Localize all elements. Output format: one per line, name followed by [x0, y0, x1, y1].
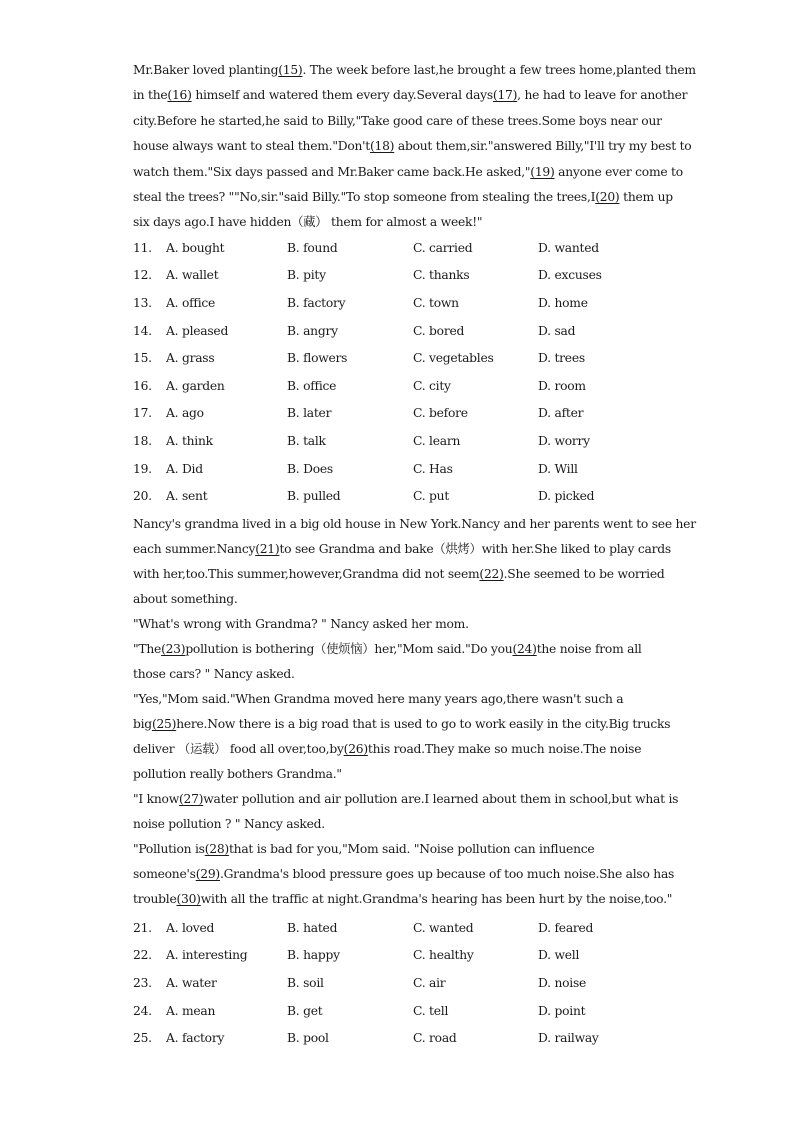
passage-text: big — [133, 716, 152, 731]
option-b: B. office — [287, 378, 337, 393]
blank-number: (18) — [369, 139, 395, 154]
option-b: B. found — [287, 240, 338, 255]
option-d: D. excuses — [538, 268, 602, 283]
question-number: 18. — [133, 434, 152, 448]
question-group-21-25 — [133, 916, 663, 1054]
option-a: A. wallet — [166, 268, 219, 283]
passage-text: about something. — [133, 591, 238, 606]
option-d: D. room — [538, 378, 586, 393]
blank-number: (22) — [479, 566, 504, 581]
passage-line — [133, 637, 663, 662]
passage-line — [133, 687, 663, 712]
option-b: B. pulled — [287, 489, 341, 504]
passage-text: this road.They make so much noise.The noise — [367, 741, 642, 756]
option-a: A. ago — [166, 406, 204, 421]
passage-line — [133, 762, 663, 787]
option-d: D. noise — [538, 975, 587, 990]
passage-text: each summer.Nancy — [133, 541, 256, 556]
passage-text: to see Grandma and bake（烘烤）with her.She liked to play cards — [279, 541, 671, 556]
blank-number: (28) — [204, 841, 229, 856]
blank-number: (16) — [167, 88, 192, 103]
passage-text: about them,sir."answered Billy,"I'll try my best to — [394, 139, 692, 154]
worksheet-page — [133, 58, 696, 1054]
option-a: A. loved — [166, 920, 215, 935]
passage-text: noise pollution ? " Nancy asked. — [133, 816, 325, 831]
question-number: 12. — [133, 268, 152, 283]
blank-number: (27) — [178, 791, 204, 806]
question-group-11-20 — [133, 236, 663, 512]
option-a: A. water — [166, 975, 217, 990]
passage-text: watch them."Six days passed and Mr.Baker came back.He asked," — [133, 164, 531, 179]
option-c: C. put — [413, 489, 450, 504]
passage-text: trouble — [133, 891, 177, 906]
blank-number: (15) — [278, 63, 303, 77]
option-b: B. talk — [287, 434, 326, 448]
option-b: B. happy — [287, 948, 340, 963]
passage-line — [133, 887, 673, 912]
question-row — [133, 457, 663, 485]
option-a: A. mean — [166, 1003, 216, 1018]
passage-line — [133, 83, 688, 108]
option-c: C. healthy — [413, 948, 474, 963]
option-d: D. after — [538, 406, 584, 421]
question-row — [133, 484, 663, 512]
option-a: A. factory — [166, 1031, 225, 1046]
passage-line — [133, 160, 683, 185]
blank-number: (29) — [195, 866, 220, 881]
passage-text: "Yes,"Mom said."When Grandma moved here many years ago,there wasn't such a — [133, 691, 624, 706]
passage-text: with her,too.This summer,however,Grandma did not seem — [133, 566, 480, 581]
question-row — [133, 291, 663, 319]
option-b: B. later — [287, 406, 332, 421]
option-a: A. bought — [166, 240, 225, 255]
question-row — [133, 916, 663, 944]
passage-line — [133, 737, 663, 762]
option-d: D. Will — [538, 461, 578, 476]
question-number: 23. — [133, 975, 152, 990]
question-row — [133, 263, 663, 291]
blank-number: (23) — [161, 641, 186, 656]
question-number: 14. — [133, 323, 152, 338]
option-c: C. town — [413, 296, 459, 311]
option-c: C. wanted — [413, 920, 474, 935]
passage-line — [133, 662, 663, 687]
passage-text: them up — [619, 190, 673, 205]
option-d: D. sad — [538, 323, 576, 338]
question-row — [133, 943, 663, 971]
blank-number: (21) — [255, 541, 280, 556]
option-c: C. carried — [413, 240, 473, 255]
blank-number: (19) — [530, 164, 555, 179]
passage-text: with all the traffic at night.Grandma's hearing has been hurt by the noise,too." — [200, 891, 673, 906]
option-a: A. think — [166, 434, 213, 448]
blank-number: (30) — [176, 891, 201, 906]
option-c: C. before — [413, 406, 468, 421]
passage-line — [133, 837, 663, 862]
passage-line — [133, 210, 663, 235]
question-row — [133, 1026, 663, 1054]
blank-number: (24) — [512, 641, 537, 656]
question-number: 17. — [133, 406, 152, 421]
question-row — [133, 236, 663, 264]
option-c: C. thanks — [413, 268, 470, 283]
option-a: A. grass — [166, 351, 215, 366]
passage-1 — [133, 58, 696, 236]
option-c: C. air — [413, 975, 446, 990]
option-a: A. pleased — [166, 323, 229, 338]
passage-text: . The week before last,he brought a few trees home,planted them — [302, 63, 696, 77]
option-c: C. city — [413, 378, 451, 393]
question-row — [133, 374, 663, 402]
passage-text: someone's — [133, 866, 196, 881]
passage-line — [133, 109, 663, 134]
passage-text: himself and watered them every day.Several days — [191, 88, 493, 103]
blank-number: (26) — [343, 741, 368, 756]
option-b: B. angry — [287, 323, 338, 338]
passage-line — [133, 587, 663, 612]
passage-text: pollution is bothering（使烦恼）her,"Mom said."Do you — [185, 641, 513, 656]
option-d: D. point — [538, 1003, 586, 1018]
option-d: D. home — [538, 296, 588, 311]
question-number: 13. — [133, 296, 152, 311]
passage-text: city.Before he started,he said to Billy,"Take good care of these trees.Some boys near our — [133, 113, 662, 128]
option-c: C. road — [413, 1031, 457, 1046]
passage-line — [133, 512, 696, 537]
passage-text: here.Now there is a big road that is used to go to work easily in the city.Big trucks — [176, 716, 671, 731]
option-b: B. soil — [287, 975, 324, 990]
question-row — [133, 346, 663, 374]
option-d: D. wanted — [538, 240, 599, 255]
option-b: B. pity — [287, 268, 326, 283]
passage-line — [133, 58, 696, 83]
passage-text: water pollution and air pollution are.I learned about them in school,but what is — [203, 791, 679, 806]
passage-text: six days ago.I have hidden（藏） them for almost a week!" — [133, 215, 483, 230]
passage-line — [133, 862, 675, 887]
blank-number: (17) — [492, 88, 518, 103]
passage-text: deliver （运载） food all over,too,by — [133, 741, 344, 756]
option-c: C. bored — [413, 323, 465, 338]
option-d: D. well — [538, 948, 580, 963]
question-row — [133, 429, 663, 457]
passage-text: house always want to steal them."Don't — [133, 139, 370, 154]
passage-2 — [133, 512, 696, 912]
passage-text: , he had to leave for another — [517, 88, 688, 103]
question-number: 21. — [133, 920, 152, 935]
passage-line — [133, 134, 692, 159]
question-number: 11. — [133, 240, 152, 255]
option-b: B. pool — [287, 1031, 329, 1046]
passage-text: "The — [133, 641, 162, 656]
option-d: D. worry — [538, 434, 590, 448]
passage-text: Nancy's grandma lived in a big old house in New York.Nancy and her parents went to see her — [133, 516, 696, 531]
passage-text: pollution really bothers Grandma." — [133, 766, 342, 781]
option-a: A. Did — [166, 461, 203, 476]
question-number: 22. — [133, 948, 152, 963]
passage-text: anyone ever come to — [554, 164, 683, 179]
passage-line — [133, 712, 671, 737]
question-number: 25. — [133, 1031, 152, 1046]
blank-number: (25) — [151, 716, 177, 731]
passage-text: the noise from all — [536, 641, 642, 656]
option-a: A. garden — [166, 378, 225, 393]
option-c: C. tell — [413, 1003, 449, 1018]
question-number: 16. — [133, 378, 152, 393]
question-number: 19. — [133, 461, 152, 476]
blank-number: (20) — [595, 190, 620, 205]
question-row — [133, 971, 663, 999]
passage-text: steal the trees? ""No,sir."said Billy."To stop someone from stealing the trees,I — [133, 190, 596, 205]
question-row — [133, 999, 663, 1027]
passage-text: "What's wrong with Grandma? " Nancy asked her mom. — [133, 616, 469, 631]
option-a: A. office — [166, 296, 216, 311]
option-b: B. get — [287, 1003, 323, 1018]
option-c: C. learn — [413, 434, 461, 448]
option-c: C. Has — [413, 461, 453, 476]
question-row — [133, 319, 663, 347]
option-b: B. Does — [287, 461, 333, 476]
question-number: 24. — [133, 1003, 152, 1018]
question-number: 15. — [133, 351, 152, 366]
passage-text: that is bad for you,"Mom said. "Noise pollution can influence — [228, 841, 595, 856]
option-b: B. hated — [287, 920, 338, 935]
option-d: D. feared — [538, 920, 594, 935]
passage-line — [133, 537, 671, 562]
passage-text: .Grandma's blood pressure goes up because of too much noise.She also has — [219, 866, 675, 881]
question-row — [133, 401, 663, 429]
option-d: D. picked — [538, 489, 595, 504]
option-d: D. railway — [538, 1031, 599, 1046]
option-b: B. factory — [287, 296, 346, 311]
passage-line — [133, 812, 663, 837]
option-a: A. interesting — [166, 948, 248, 963]
passage-text: those cars? " Nancy asked. — [133, 666, 295, 681]
option-d: D. trees — [538, 351, 585, 366]
passage-text: Mr.Baker loved planting — [133, 63, 279, 77]
passage-text: "I know — [133, 791, 179, 806]
question-number: 20. — [133, 489, 152, 504]
passage-text: .She seemed to be worried — [503, 566, 665, 581]
option-a: A. sent — [166, 489, 208, 504]
passage-line — [133, 562, 663, 587]
option-c: C. vegetables — [413, 351, 494, 366]
passage-line — [133, 787, 679, 812]
option-b: B. flowers — [287, 351, 348, 366]
passage-text: in the — [133, 88, 168, 103]
passage-line — [133, 185, 673, 210]
passage-text: "Pollution is — [133, 841, 205, 856]
passage-line — [133, 612, 663, 637]
